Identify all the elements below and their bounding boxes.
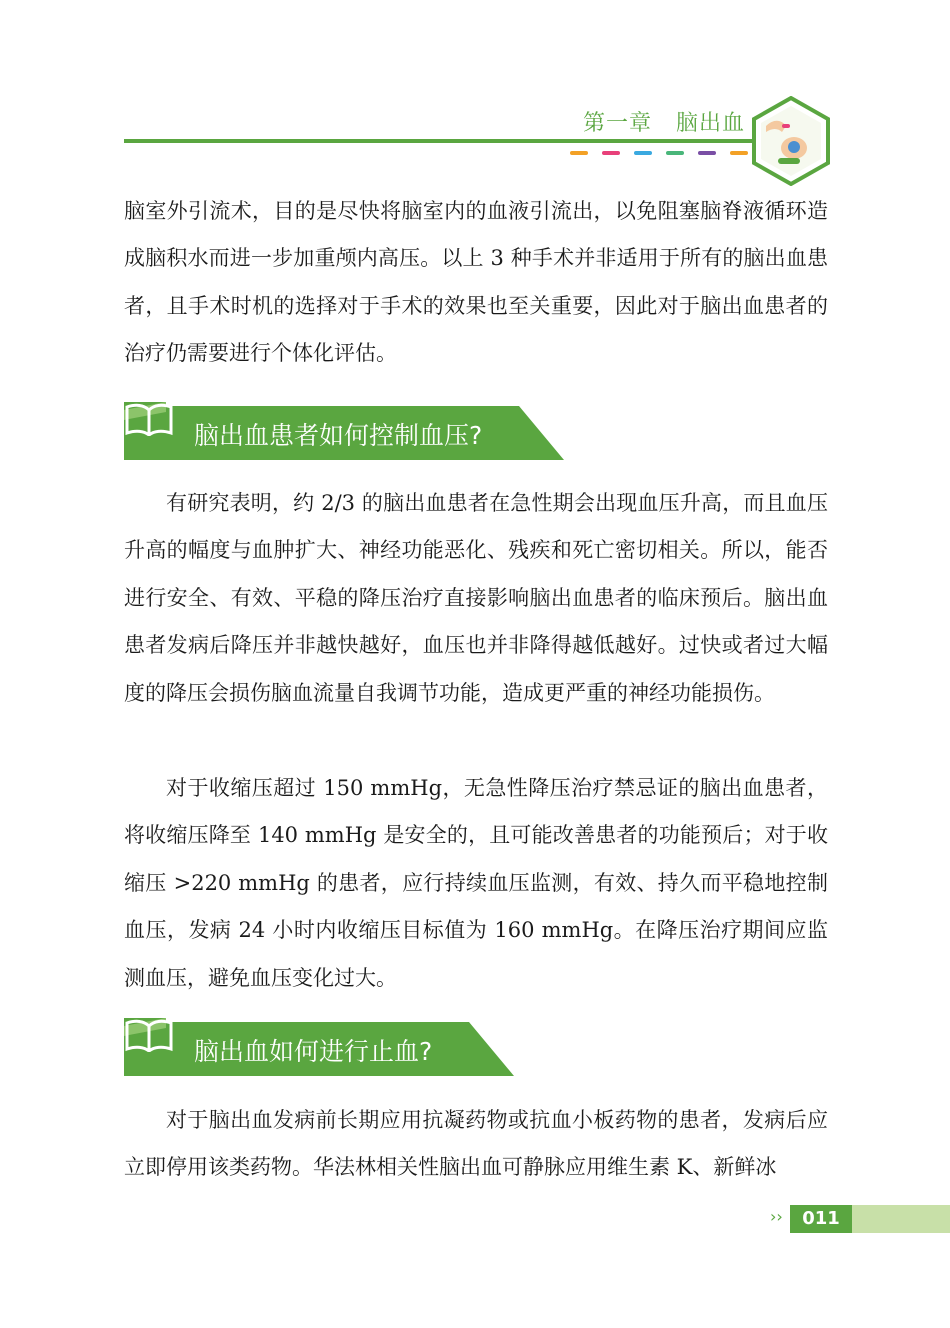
page-number: 011 <box>790 1205 852 1233</box>
section-title: 脑出血患者如何控制血压? <box>194 421 483 450</box>
page-arrows-icon: ›› <box>770 1207 783 1226</box>
section-title: 脑出血如何进行止血? <box>194 1037 433 1066</box>
chapter-number: 第一章 <box>583 111 653 136</box>
intro-paragraph: 脑室外引流术，目的是尽快将脑室内的血液引流出，以免阻塞脑脊液循环造成脑积水而进一步加重颅内高压。以上 3 种手术并非适用于所有的脑出血患者，且手术时机的选择对于手术的效果也至关重要，因此对于脑出血患者的治疗仍需要进行个体化评估。 <box>124 199 828 366</box>
chapter-name: 脑出血 <box>676 111 746 136</box>
header-rule <box>124 139 760 143</box>
dash-1 <box>570 151 588 155</box>
dash-3 <box>634 151 652 155</box>
open-book-icon <box>124 1018 174 1052</box>
open-book-icon <box>124 402 174 436</box>
section-banner-hemostasis <box>124 1018 516 1076</box>
dash-5 <box>698 151 716 155</box>
dash-4 <box>666 151 684 155</box>
chapter-title <box>583 106 745 137</box>
dash-2 <box>602 151 620 155</box>
section1-paragraph-1: 有研究表明，约 2/3 的脑出血患者在急性期会出现血压升高，而且血压升高的幅度与血肿扩大、神经功能恶化、残疾和死亡密切相关。所以，能否进行安全、有效、平稳的降压治疗直接影响脑出血患者的临床预后。脑出血患者发病后降压并非越快越好，血压也并非降得越低越好。过快或者过大幅度的降压会损伤脑血流量自我调节功能，造成更严重的神经功能损伤。 <box>124 491 828 705</box>
dash-6 <box>730 151 748 155</box>
section-banner-blood-pressure <box>124 402 566 460</box>
section1-paragraph-2: 对于收缩压超过 150 mmHg，无急性降压治疗禁忌证的脑出血患者，将收缩压降至 140 mmHg 是安全的，且可能改善患者的功能预后；对于收缩压 >220 mmHg 的患者，应行持续血压监测，有效、持久而平稳地控制血压，发病 24 小时内收缩压目标值为 160 mmHg。在降压治疗期间应监测血压，避免血压变化过大。 <box>124 776 828 990</box>
section2-paragraph-1: 对于脑出血发病前长期应用抗凝药物或抗血小板药物的患者，发病后应立即停用该类药物。华法林相关性脑出血可静脉应用维生素 K、新鲜冰 <box>124 1108 828 1180</box>
hand-pill-icon <box>752 96 830 186</box>
